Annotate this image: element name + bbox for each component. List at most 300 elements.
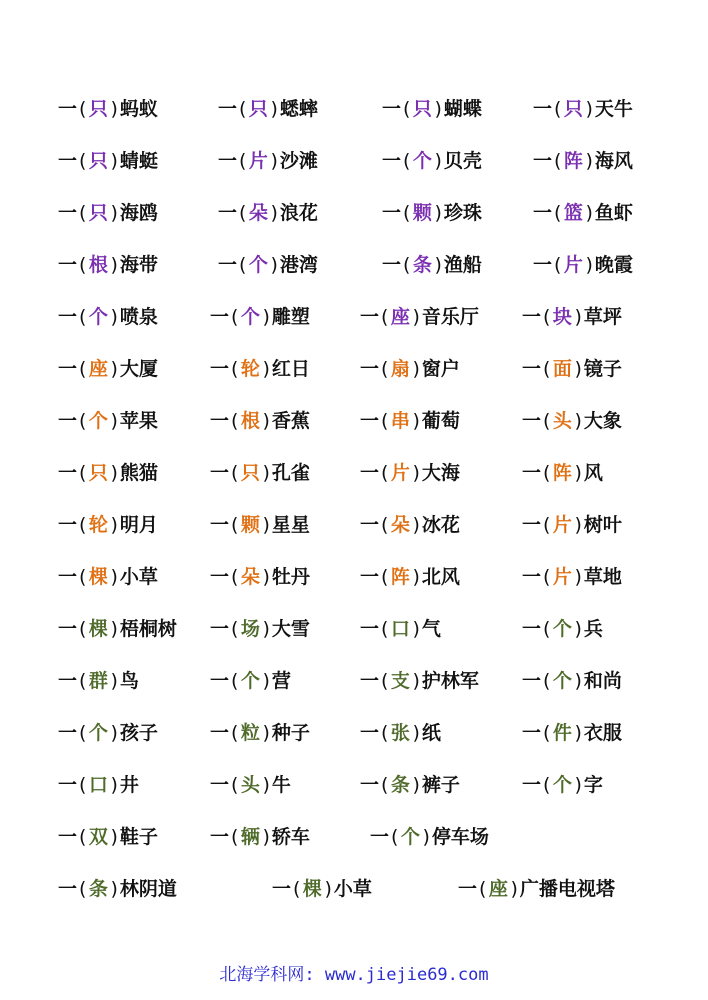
measure-word-item xyxy=(58,612,177,646)
measure-word-item xyxy=(58,872,177,906)
measure-word-item xyxy=(58,820,158,854)
close-paren: ) xyxy=(574,306,582,328)
open-paren: ( xyxy=(381,462,389,484)
noun-word: 天牛 xyxy=(594,98,633,120)
close-paren: ) xyxy=(412,514,420,536)
close-paren: ) xyxy=(574,618,582,640)
numeral-one: 一 xyxy=(533,254,553,276)
numeral-one: 一 xyxy=(382,254,402,276)
close-paren: ) xyxy=(412,722,420,744)
noun-word: 鸟 xyxy=(119,670,139,692)
classifier: 串 xyxy=(390,410,410,432)
noun-word: 草坪 xyxy=(583,306,622,328)
noun-word: 雕塑 xyxy=(271,306,310,328)
numeral-one: 一 xyxy=(210,566,230,588)
classifier: 口 xyxy=(390,618,410,640)
numeral-one: 一 xyxy=(58,774,78,796)
numeral-one: 一 xyxy=(58,306,78,328)
numeral-one: 一 xyxy=(360,358,380,380)
close-paren: ) xyxy=(585,254,593,276)
numeral-one: 一 xyxy=(210,514,230,536)
measure-word-item xyxy=(360,404,460,438)
classifier: 只 xyxy=(412,98,432,120)
open-paren: ( xyxy=(381,774,389,796)
measure-word-item xyxy=(360,300,479,334)
classifier: 辆 xyxy=(240,826,260,848)
open-paren: ( xyxy=(79,618,87,640)
measure-word-item xyxy=(522,508,622,542)
close-paren: ) xyxy=(110,566,118,588)
noun-word: 广播电视塔 xyxy=(519,878,615,900)
open-paren: ( xyxy=(543,566,551,588)
open-paren: ( xyxy=(543,722,551,744)
classifier: 个 xyxy=(552,670,572,692)
numeral-one: 一 xyxy=(360,722,380,744)
classifier: 棵 xyxy=(302,878,322,900)
item-row xyxy=(0,820,708,854)
classifier: 口 xyxy=(88,774,108,796)
numeral-one: 一 xyxy=(58,878,78,900)
noun-word: 珍珠 xyxy=(443,202,482,224)
close-paren: ) xyxy=(574,566,582,588)
numeral-one: 一 xyxy=(210,462,230,484)
classifier: 条 xyxy=(88,878,108,900)
numeral-one: 一 xyxy=(360,618,380,640)
measure-word-item xyxy=(272,872,372,906)
classifier: 件 xyxy=(552,722,572,744)
classifier: 轮 xyxy=(240,358,260,380)
open-paren: ( xyxy=(239,202,247,224)
numeral-one: 一 xyxy=(58,670,78,692)
item-row xyxy=(0,248,708,282)
numeral-one: 一 xyxy=(533,150,553,172)
noun-word: 气 xyxy=(421,618,441,640)
measure-word-item xyxy=(210,352,310,386)
noun-word: 营 xyxy=(271,670,291,692)
item-row xyxy=(0,508,708,542)
classifier: 群 xyxy=(88,670,108,692)
noun-word: 大海 xyxy=(421,462,460,484)
open-paren: ( xyxy=(79,670,87,692)
noun-word: 海带 xyxy=(119,254,158,276)
measure-word-item xyxy=(58,456,158,490)
open-paren: ( xyxy=(231,566,239,588)
noun-word: 明月 xyxy=(119,514,158,536)
classifier: 支 xyxy=(390,670,410,692)
close-paren: ) xyxy=(262,358,270,380)
noun-word: 牡丹 xyxy=(271,566,310,588)
numeral-one: 一 xyxy=(58,98,78,120)
classifier: 座 xyxy=(88,358,108,380)
close-paren: ) xyxy=(574,514,582,536)
open-paren: ( xyxy=(381,618,389,640)
measure-word-item xyxy=(210,768,291,802)
measure-word-item xyxy=(58,92,158,126)
open-paren: ( xyxy=(231,826,239,848)
measure-word-item xyxy=(58,664,139,698)
classifier: 只 xyxy=(88,150,108,172)
open-paren: ( xyxy=(381,722,389,744)
close-paren: ) xyxy=(434,202,442,224)
close-paren: ) xyxy=(585,202,593,224)
close-paren: ) xyxy=(412,306,420,328)
numeral-one: 一 xyxy=(360,670,380,692)
numeral-one: 一 xyxy=(522,618,542,640)
open-paren: ( xyxy=(543,462,551,484)
close-paren: ) xyxy=(110,150,118,172)
open-paren: ( xyxy=(231,774,239,796)
numeral-one: 一 xyxy=(360,566,380,588)
numeral-one: 一 xyxy=(58,514,78,536)
noun-word: 护林军 xyxy=(421,670,479,692)
close-paren: ) xyxy=(262,514,270,536)
measure-word-item xyxy=(522,560,622,594)
classifier: 条 xyxy=(390,774,410,796)
measure-word-item xyxy=(522,352,622,386)
measure-word-item xyxy=(210,300,310,334)
measure-word-item xyxy=(533,196,633,230)
close-paren: ) xyxy=(110,98,118,120)
measure-word-item xyxy=(522,612,603,646)
open-paren: ( xyxy=(79,462,87,484)
measure-word-item xyxy=(58,352,158,386)
close-paren: ) xyxy=(412,462,420,484)
numeral-one: 一 xyxy=(58,722,78,744)
measure-word-item xyxy=(58,196,158,230)
close-paren: ) xyxy=(262,670,270,692)
numeral-one: 一 xyxy=(58,462,78,484)
item-row xyxy=(0,300,708,334)
measure-word-item xyxy=(210,612,310,646)
noun-word: 大厦 xyxy=(119,358,158,380)
item-row xyxy=(0,456,708,490)
noun-word: 井 xyxy=(119,774,139,796)
close-paren: ) xyxy=(422,826,430,848)
noun-word: 熊猫 xyxy=(119,462,158,484)
classifier: 个 xyxy=(400,826,420,848)
open-paren: ( xyxy=(554,150,562,172)
close-paren: ) xyxy=(412,618,420,640)
classifier: 片 xyxy=(552,566,572,588)
open-paren: ( xyxy=(79,410,87,432)
open-paren: ( xyxy=(231,514,239,536)
close-paren: ) xyxy=(574,774,582,796)
noun-word: 孔雀 xyxy=(271,462,310,484)
open-paren: ( xyxy=(79,722,87,744)
noun-word: 音乐厅 xyxy=(421,306,479,328)
noun-word: 种子 xyxy=(271,722,310,744)
measure-word-item xyxy=(533,248,633,282)
numeral-one: 一 xyxy=(533,98,553,120)
noun-word: 蝴蝶 xyxy=(443,98,482,120)
numeral-one: 一 xyxy=(360,514,380,536)
classifier: 个 xyxy=(88,410,108,432)
numeral-one: 一 xyxy=(522,410,542,432)
measure-word-item xyxy=(382,196,482,230)
close-paren: ) xyxy=(110,306,118,328)
numeral-one: 一 xyxy=(522,670,542,692)
measure-word-item xyxy=(218,144,318,178)
noun-word: 浪花 xyxy=(279,202,318,224)
open-paren: ( xyxy=(391,826,399,848)
close-paren: ) xyxy=(110,358,118,380)
item-row xyxy=(0,872,708,906)
numeral-one: 一 xyxy=(218,98,238,120)
measure-word-item xyxy=(533,144,633,178)
noun-word: 字 xyxy=(583,774,603,796)
classifier: 根 xyxy=(240,410,260,432)
open-paren: ( xyxy=(293,878,301,900)
classifier: 只 xyxy=(88,202,108,224)
measure-word-item xyxy=(360,612,441,646)
close-paren: ) xyxy=(110,514,118,536)
numeral-one: 一 xyxy=(58,618,78,640)
open-paren: ( xyxy=(239,150,247,172)
measure-word-item xyxy=(522,404,622,438)
measure-word-item xyxy=(210,404,310,438)
close-paren: ) xyxy=(110,462,118,484)
measure-word-item xyxy=(58,144,158,178)
numeral-one: 一 xyxy=(218,254,238,276)
measure-word-item xyxy=(360,664,479,698)
classifier: 只 xyxy=(88,98,108,120)
classifier: 只 xyxy=(240,462,260,484)
measure-word-item xyxy=(522,300,622,334)
open-paren: ( xyxy=(543,306,551,328)
classifier: 朵 xyxy=(390,514,410,536)
open-paren: ( xyxy=(231,306,239,328)
open-paren: ( xyxy=(231,670,239,692)
measure-word-item xyxy=(522,768,603,802)
close-paren: ) xyxy=(270,202,278,224)
noun-word: 星星 xyxy=(271,514,310,536)
measure-word-item xyxy=(522,716,622,750)
noun-word: 和尚 xyxy=(583,670,622,692)
open-paren: ( xyxy=(231,358,239,380)
noun-word: 裤子 xyxy=(421,774,460,796)
numeral-one: 一 xyxy=(218,202,238,224)
footer-watermark: 北海学科网: www.jiejie69.com xyxy=(219,965,489,985)
measure-word-item xyxy=(382,92,482,126)
close-paren: ) xyxy=(262,306,270,328)
classifier: 个 xyxy=(412,150,432,172)
close-paren: ) xyxy=(262,618,270,640)
open-paren: ( xyxy=(554,202,562,224)
noun-word: 牛 xyxy=(271,774,291,796)
open-paren: ( xyxy=(381,306,389,328)
open-paren: ( xyxy=(403,98,411,120)
item-row xyxy=(0,404,708,438)
open-paren: ( xyxy=(79,254,87,276)
open-paren: ( xyxy=(231,618,239,640)
open-paren: ( xyxy=(381,566,389,588)
numeral-one: 一 xyxy=(522,306,542,328)
measure-word-item xyxy=(360,352,460,386)
open-paren: ( xyxy=(381,514,389,536)
close-paren: ) xyxy=(110,202,118,224)
noun-word: 蜻蜓 xyxy=(119,150,158,172)
classifier: 座 xyxy=(390,306,410,328)
item-row xyxy=(0,92,708,126)
measure-word-item xyxy=(58,404,158,438)
numeral-one: 一 xyxy=(382,202,402,224)
numeral-one: 一 xyxy=(210,410,230,432)
measure-word-item xyxy=(218,92,318,126)
numeral-one: 一 xyxy=(210,774,230,796)
noun-word: 纸 xyxy=(421,722,441,744)
numeral-one: 一 xyxy=(533,202,553,224)
classifier: 个 xyxy=(88,722,108,744)
noun-word: 贝壳 xyxy=(443,150,482,172)
noun-word: 港湾 xyxy=(279,254,318,276)
measure-word-item xyxy=(360,456,460,490)
classifier: 头 xyxy=(240,774,260,796)
classifier: 面 xyxy=(552,358,572,380)
close-paren: ) xyxy=(574,358,582,380)
open-paren: ( xyxy=(543,774,551,796)
numeral-one: 一 xyxy=(210,826,230,848)
noun-word: 梧桐树 xyxy=(119,618,177,640)
noun-word: 草地 xyxy=(583,566,622,588)
open-paren: ( xyxy=(239,254,247,276)
close-paren: ) xyxy=(110,670,118,692)
close-paren: ) xyxy=(324,878,332,900)
open-paren: ( xyxy=(79,358,87,380)
classifier: 只 xyxy=(248,98,268,120)
numeral-one: 一 xyxy=(370,826,390,848)
open-paren: ( xyxy=(79,878,87,900)
open-paren: ( xyxy=(231,410,239,432)
noun-word: 北风 xyxy=(421,566,460,588)
numeral-one: 一 xyxy=(360,774,380,796)
close-paren: ) xyxy=(434,98,442,120)
open-paren: ( xyxy=(403,150,411,172)
measure-word-item xyxy=(360,508,460,542)
measure-word-item xyxy=(58,768,139,802)
noun-word: 海风 xyxy=(594,150,633,172)
numeral-one: 一 xyxy=(382,98,402,120)
noun-word: 蟋蟀 xyxy=(279,98,318,120)
close-paren: ) xyxy=(412,774,420,796)
noun-word: 风 xyxy=(583,462,603,484)
item-row xyxy=(0,196,708,230)
open-paren: ( xyxy=(543,410,551,432)
measure-word-item xyxy=(360,716,441,750)
noun-word: 镜子 xyxy=(583,358,622,380)
noun-word: 香蕉 xyxy=(271,410,310,432)
numeral-one: 一 xyxy=(382,150,402,172)
open-paren: ( xyxy=(239,98,247,120)
classifier: 扇 xyxy=(390,358,410,380)
close-paren: ) xyxy=(434,254,442,276)
close-paren: ) xyxy=(270,98,278,120)
numeral-one: 一 xyxy=(522,514,542,536)
close-paren: ) xyxy=(434,150,442,172)
classifier: 个 xyxy=(240,306,260,328)
close-paren: ) xyxy=(110,410,118,432)
open-paren: ( xyxy=(403,254,411,276)
measure-word-item xyxy=(458,872,615,906)
classifier: 条 xyxy=(412,254,432,276)
noun-word: 林阴道 xyxy=(119,878,177,900)
measure-word-item xyxy=(210,508,310,542)
classifier: 片 xyxy=(563,254,583,276)
numeral-one: 一 xyxy=(210,306,230,328)
measure-word-item xyxy=(58,716,158,750)
classifier: 场 xyxy=(240,618,260,640)
open-paren: ( xyxy=(554,254,562,276)
open-paren: ( xyxy=(381,670,389,692)
close-paren: ) xyxy=(262,566,270,588)
numeral-one: 一 xyxy=(58,254,78,276)
classifier: 棵 xyxy=(88,618,108,640)
close-paren: ) xyxy=(262,410,270,432)
open-paren: ( xyxy=(79,202,87,224)
open-paren: ( xyxy=(79,98,87,120)
close-paren: ) xyxy=(574,462,582,484)
open-paren: ( xyxy=(543,618,551,640)
classifier: 座 xyxy=(488,878,508,900)
noun-word: 鞋子 xyxy=(119,826,158,848)
close-paren: ) xyxy=(110,878,118,900)
measure-word-item xyxy=(210,456,310,490)
measure-word-item xyxy=(382,248,482,282)
noun-word: 小草 xyxy=(119,566,158,588)
noun-word: 冰花 xyxy=(421,514,460,536)
classifier: 粒 xyxy=(240,722,260,744)
classifier: 只 xyxy=(563,98,583,120)
noun-word: 大象 xyxy=(583,410,622,432)
numeral-one: 一 xyxy=(360,462,380,484)
numeral-one: 一 xyxy=(218,150,238,172)
close-paren: ) xyxy=(585,150,593,172)
close-paren: ) xyxy=(270,254,278,276)
noun-word: 红日 xyxy=(271,358,310,380)
measure-word-item xyxy=(58,248,158,282)
measure-word-item xyxy=(58,508,158,542)
open-paren: ( xyxy=(403,202,411,224)
numeral-one: 一 xyxy=(210,670,230,692)
numeral-one: 一 xyxy=(210,358,230,380)
numeral-one: 一 xyxy=(522,462,542,484)
numeral-one: 一 xyxy=(272,878,292,900)
classifier: 阵 xyxy=(552,462,572,484)
close-paren: ) xyxy=(262,826,270,848)
numeral-one: 一 xyxy=(58,566,78,588)
close-paren: ) xyxy=(585,98,593,120)
numeral-one: 一 xyxy=(210,722,230,744)
classifier: 朵 xyxy=(248,202,268,224)
classifier: 个 xyxy=(248,254,268,276)
open-paren: ( xyxy=(79,150,87,172)
classifier: 头 xyxy=(552,410,572,432)
classifier: 个 xyxy=(240,670,260,692)
close-paren: ) xyxy=(262,462,270,484)
classifier: 片 xyxy=(248,150,268,172)
numeral-one: 一 xyxy=(58,410,78,432)
classifier: 朵 xyxy=(240,566,260,588)
measure-word-item xyxy=(360,560,460,594)
open-paren: ( xyxy=(79,826,87,848)
numeral-one: 一 xyxy=(458,878,478,900)
measure-word-item xyxy=(210,716,310,750)
noun-word: 衣服 xyxy=(583,722,622,744)
numeral-one: 一 xyxy=(522,722,542,744)
classifier: 双 xyxy=(88,826,108,848)
noun-word: 晚霞 xyxy=(594,254,633,276)
numeral-one: 一 xyxy=(58,358,78,380)
close-paren: ) xyxy=(262,774,270,796)
